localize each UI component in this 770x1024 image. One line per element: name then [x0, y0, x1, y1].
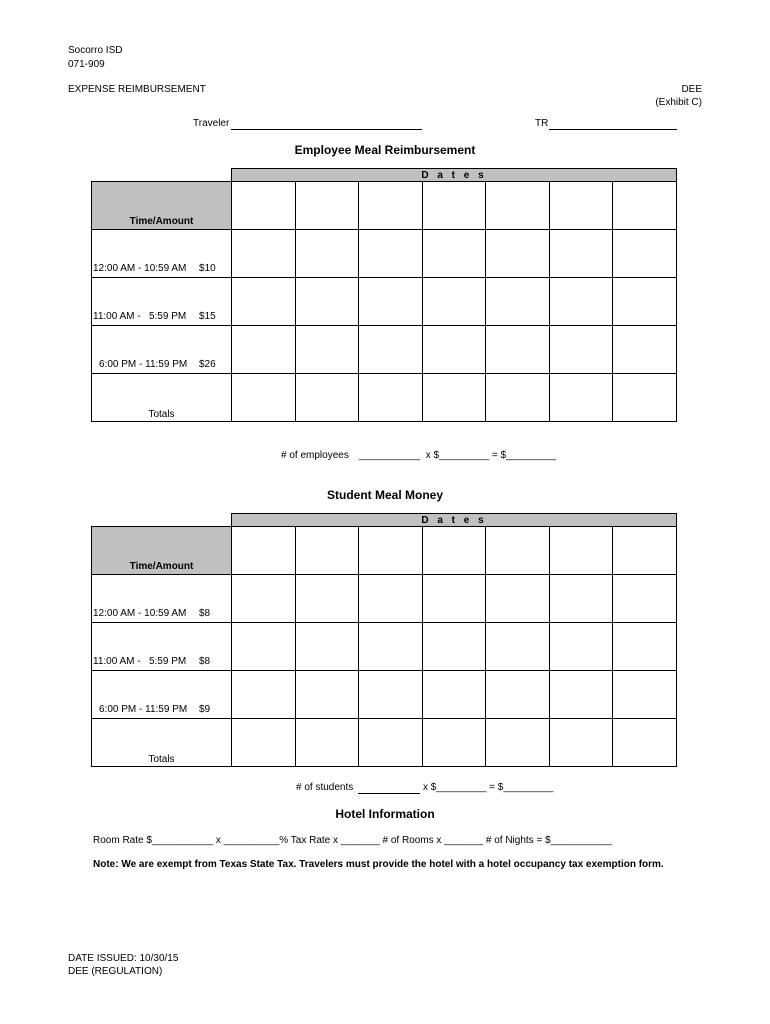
- date-cell[interactable]: [295, 527, 359, 575]
- amount-cell[interactable]: [359, 326, 423, 374]
- student-count-formula[interactable]: x $_________ = $_________: [423, 782, 554, 793]
- total-cell[interactable]: [613, 719, 677, 767]
- dates-header: D a t e s: [232, 169, 677, 182]
- totals-row: [92, 374, 677, 422]
- amount-cell[interactable]: [295, 230, 359, 278]
- total-cell[interactable]: [295, 374, 359, 422]
- blank-corner: [92, 169, 232, 182]
- table-row: [92, 671, 677, 719]
- amount-cell[interactable]: [359, 230, 423, 278]
- amount-cell[interactable]: [232, 671, 296, 719]
- total-cell[interactable]: [422, 719, 486, 767]
- amount-cell[interactable]: [232, 623, 296, 671]
- amount-cell[interactable]: [486, 623, 550, 671]
- totals-label: Totals: [92, 719, 232, 767]
- tax-exempt-note: Note: We are exempt from Texas State Tax. Travelers must provide the hotel with a hotel occupancy tax exemption form.: [93, 859, 664, 870]
- time-amount-header: Time/Amount: [92, 527, 232, 575]
- amount-cell[interactable]: [295, 671, 359, 719]
- amount-cell[interactable]: [613, 623, 677, 671]
- amount-cell[interactable]: [422, 623, 486, 671]
- date-cell[interactable]: [232, 527, 296, 575]
- dates-header: D a t e s: [232, 514, 677, 527]
- amount-cell[interactable]: [549, 575, 613, 623]
- policy-code: 071-909: [68, 59, 105, 70]
- date-cell[interactable]: [613, 182, 677, 230]
- traveler-field[interactable]: [231, 129, 422, 130]
- total-cell[interactable]: [613, 374, 677, 422]
- amount-cell[interactable]: [295, 326, 359, 374]
- date-cell[interactable]: [359, 527, 423, 575]
- amount-cell[interactable]: [486, 671, 550, 719]
- student-count-label: # of students: [296, 782, 354, 793]
- date-cell[interactable]: [486, 527, 550, 575]
- student-meal-table: [91, 513, 677, 767]
- total-cell[interactable]: [359, 374, 423, 422]
- tr-field[interactable]: [549, 129, 677, 130]
- amount-cell[interactable]: [232, 230, 296, 278]
- total-cell[interactable]: [232, 719, 296, 767]
- amount-cell[interactable]: [613, 575, 677, 623]
- traveler-label: Traveler: [193, 118, 230, 129]
- employee-section-title: Employee Meal Reimbursement: [294, 143, 476, 157]
- table-row: [92, 623, 677, 671]
- total-cell[interactable]: [359, 719, 423, 767]
- date-cell[interactable]: [422, 527, 486, 575]
- amount-cell[interactable]: [422, 326, 486, 374]
- hotel-formula[interactable]: Room Rate $___________ x __________% Tax Rate x _______ # of Rooms x _______ # of Nights = $___________: [93, 835, 612, 846]
- date-cell[interactable]: [549, 182, 613, 230]
- total-cell[interactable]: [549, 374, 613, 422]
- date-cell[interactable]: [232, 182, 296, 230]
- totals-label: Totals: [92, 374, 232, 422]
- exhibit-label: (Exhibit C): [655, 97, 702, 108]
- org-name: Socorro ISD: [68, 45, 123, 56]
- time-slot-label: 6:00 PM - 11:59 PM $26: [92, 326, 232, 374]
- date-cell[interactable]: [359, 182, 423, 230]
- time-slot-label: 12:00 AM - 10:59 AM $10: [92, 230, 232, 278]
- date-cell[interactable]: [613, 527, 677, 575]
- amount-cell[interactable]: [295, 575, 359, 623]
- amount-cell[interactable]: [549, 326, 613, 374]
- amount-cell[interactable]: [486, 278, 550, 326]
- amount-cell[interactable]: [422, 278, 486, 326]
- employee-meal-table: [91, 168, 677, 422]
- amount-cell[interactable]: [422, 671, 486, 719]
- amount-cell[interactable]: [232, 575, 296, 623]
- total-cell[interactable]: [549, 719, 613, 767]
- amount-cell[interactable]: [359, 575, 423, 623]
- amount-cell[interactable]: [549, 623, 613, 671]
- time-slot-label: 11:00 AM - 5:59 PM $8: [92, 623, 232, 671]
- date-cell[interactable]: [422, 182, 486, 230]
- form-title: EXPENSE REIMBURSEMENT: [68, 84, 206, 95]
- date-cell[interactable]: [295, 182, 359, 230]
- amount-cell[interactable]: [359, 278, 423, 326]
- amount-cell[interactable]: [422, 575, 486, 623]
- amount-cell[interactable]: [232, 278, 296, 326]
- date-cell[interactable]: [549, 527, 613, 575]
- hotel-section-title: Hotel Information: [335, 807, 435, 821]
- date-cell[interactable]: [486, 182, 550, 230]
- amount-cell[interactable]: [613, 278, 677, 326]
- amount-cell[interactable]: [422, 230, 486, 278]
- amount-cell[interactable]: [359, 671, 423, 719]
- amount-cell[interactable]: [549, 278, 613, 326]
- total-cell[interactable]: [232, 374, 296, 422]
- amount-cell[interactable]: [359, 623, 423, 671]
- student-count-field[interactable]: [358, 793, 420, 794]
- time-slot-label: 12:00 AM - 10:59 AM $8: [92, 575, 232, 623]
- table-row: [92, 278, 677, 326]
- amount-cell[interactable]: [486, 326, 550, 374]
- table-row: [92, 326, 677, 374]
- table-row: [92, 575, 677, 623]
- employee-count-label: # of employees: [281, 450, 349, 461]
- student-section-title: Student Meal Money: [326, 488, 443, 502]
- tr-label: TR: [535, 118, 549, 129]
- regulation-label: DEE (REGULATION): [68, 966, 163, 977]
- amount-cell[interactable]: [232, 326, 296, 374]
- totals-row: [92, 719, 677, 767]
- amount-cell[interactable]: [486, 230, 550, 278]
- policy-label: DEE: [681, 84, 702, 95]
- amount-cell[interactable]: [613, 671, 677, 719]
- amount-cell[interactable]: [295, 623, 359, 671]
- blank-corner: [92, 514, 232, 527]
- time-slot-label: 11:00 AM - 5:59 PM $15: [92, 278, 232, 326]
- employee-count-formula[interactable]: ___________ x $_________ = $_________: [359, 450, 557, 461]
- amount-cell[interactable]: [613, 326, 677, 374]
- amount-cell[interactable]: [295, 278, 359, 326]
- table-row: [92, 230, 677, 278]
- total-cell[interactable]: [486, 374, 550, 422]
- total-cell[interactable]: [295, 719, 359, 767]
- date-issued: DATE ISSUED: 10/30/15: [68, 953, 179, 964]
- time-slot-label: 6:00 PM - 11:59 PM $9: [92, 671, 232, 719]
- total-cell[interactable]: [422, 374, 486, 422]
- amount-cell[interactable]: [613, 230, 677, 278]
- amount-cell[interactable]: [486, 575, 550, 623]
- amount-cell[interactable]: [549, 671, 613, 719]
- total-cell[interactable]: [486, 719, 550, 767]
- time-amount-header: Time/Amount: [92, 182, 232, 230]
- amount-cell[interactable]: [549, 230, 613, 278]
